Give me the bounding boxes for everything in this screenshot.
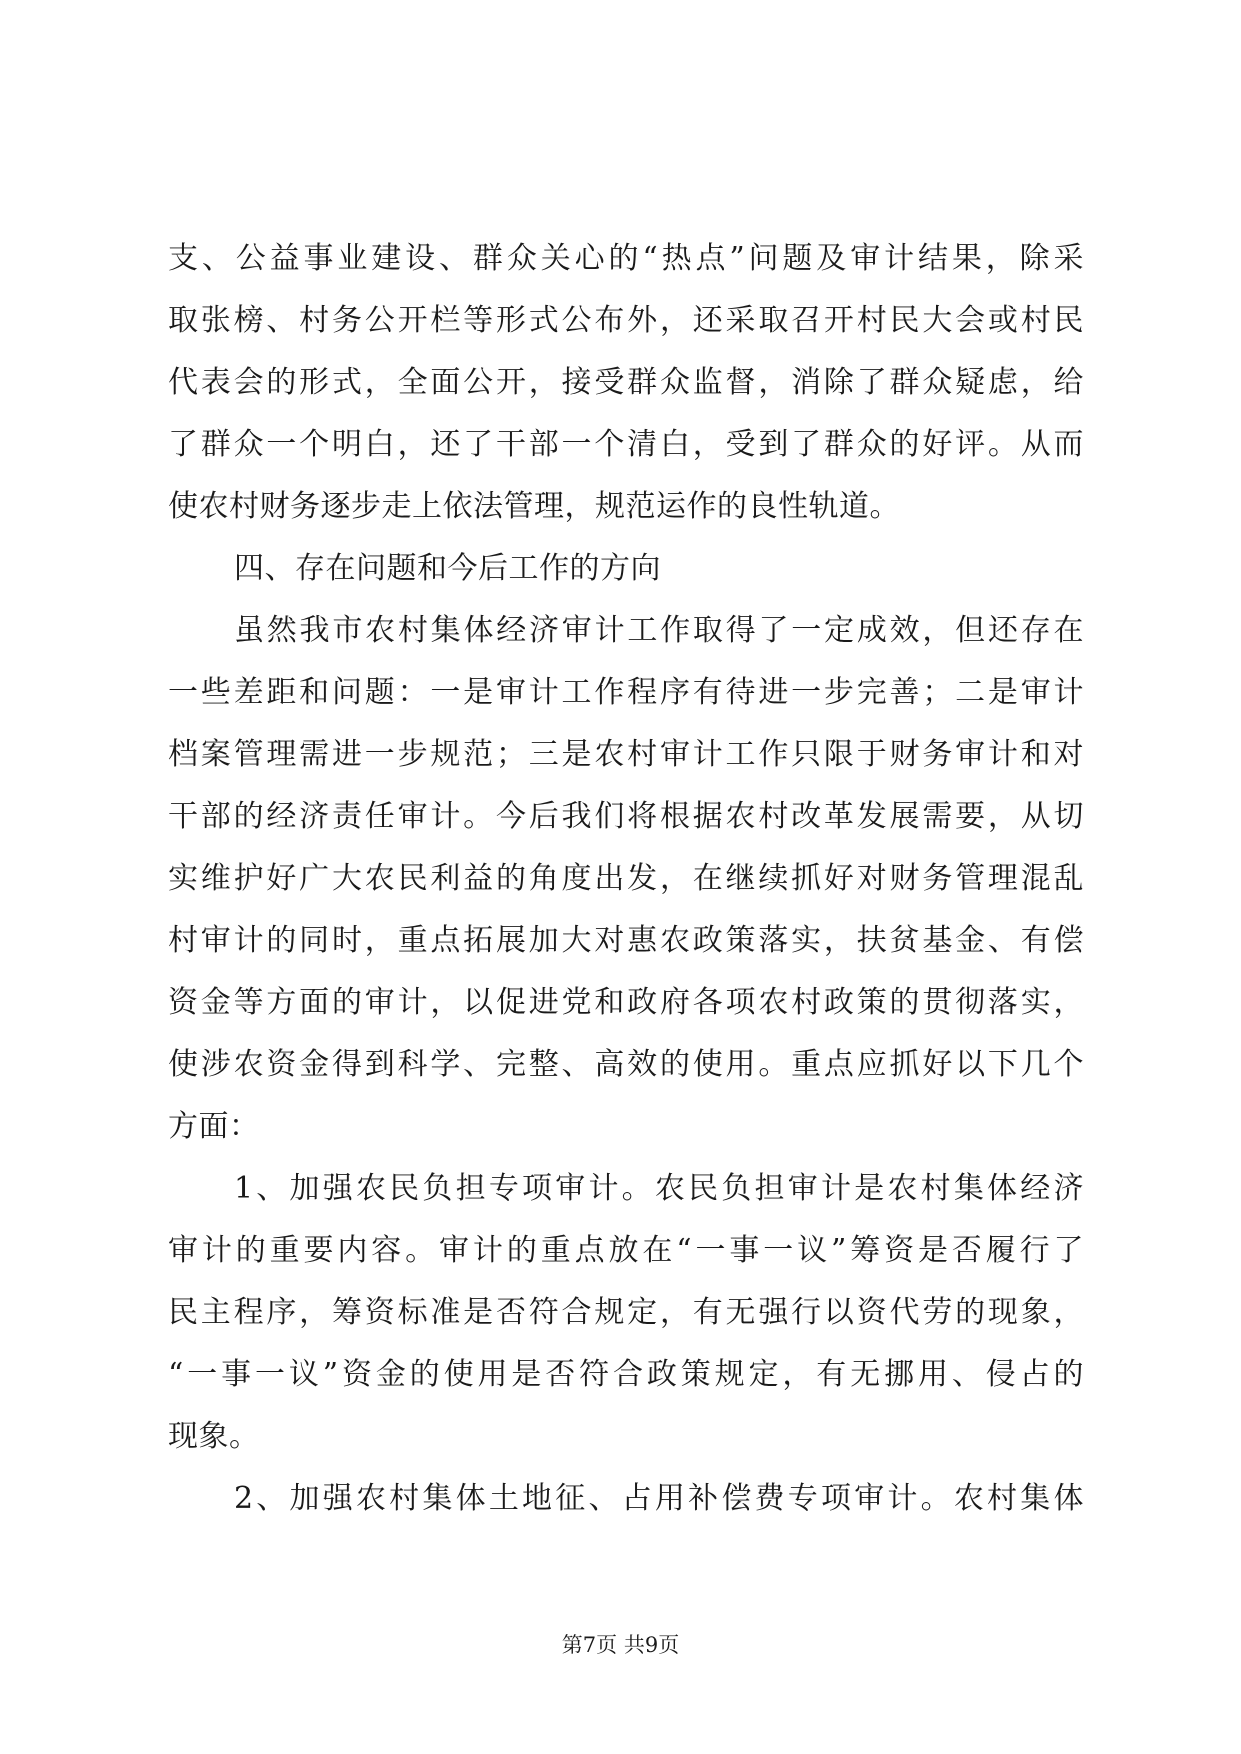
text-line-19: “一事一议”资金的使用是否符合政策规定，有无挪用、侵占的 bbox=[168, 1357, 1084, 1392]
text-line-9: 档案管理需进一步规范；三是农村审计工作只限于财务审计和对 bbox=[168, 737, 1084, 772]
text-line-15: 方面： bbox=[168, 1109, 260, 1144]
text-line-16: 1、加强农民负担专项审计。农民负担审计是农村集体经济 bbox=[234, 1171, 1084, 1206]
text-line-3: 代表会的形式，全面公开，接受群众监督，消除了群众疑虑，给 bbox=[168, 365, 1084, 400]
text-line-14: 使涉农资金得到科学、完整、高效的使用。重点应抓好以下几个 bbox=[168, 1047, 1084, 1082]
text-line-17: 审计的重要内容。审计的重点放在“一事一议”筹资是否履行了 bbox=[168, 1233, 1084, 1268]
text-line-10: 干部的经济责任审计。今后我们将根据农村改革发展需要，从切 bbox=[168, 799, 1084, 834]
text-line-7: 虽然我市农村集体经济审计工作取得了一定成效，但还存在 bbox=[234, 613, 1084, 648]
section-heading: 四、存在问题和今后工作的方向 bbox=[234, 551, 661, 586]
text-line-18: 民主程序，筹资标准是否符合规定，有无强行以资代劳的现象， bbox=[168, 1295, 1084, 1330]
text-line-11: 实维护好广大农民利益的角度出发，在继续抓好对财务管理混乱 bbox=[168, 861, 1084, 896]
text-line-8: 一些差距和问题：一是审计工作程序有待进一步完善；二是审计 bbox=[168, 675, 1084, 710]
text-line-12: 村审计的同时，重点拓展加大对惠农政策落实，扶贫基金、有偿 bbox=[168, 923, 1084, 958]
page-number-footer: 第7页 共9页 bbox=[561, 1633, 680, 1657]
text-line-1: 支、公益事业建设、群众关心的“热点”问题及审计结果，除采 bbox=[168, 241, 1084, 276]
body-text bbox=[168, 228, 1084, 1530]
text-line-13: 资金等方面的审计，以促进党和政府各项农村政策的贯彻落实， bbox=[168, 985, 1084, 1020]
text-line-5: 使农村财务逐步走上依法管理，规范运作的良性轨道。 bbox=[168, 489, 900, 524]
text-line-20: 现象。 bbox=[168, 1419, 260, 1454]
text-line-4: 了群众一个明白，还了干部一个清白，受到了群众的好评。从而 bbox=[168, 427, 1084, 462]
text-line-21: 2、加强农村集体土地征、占用补偿费专项审计。农村集体 bbox=[234, 1481, 1084, 1516]
text-line-2: 取张榜、村务公开栏等形式公布外，还采取召开村民大会或村民 bbox=[168, 303, 1084, 338]
